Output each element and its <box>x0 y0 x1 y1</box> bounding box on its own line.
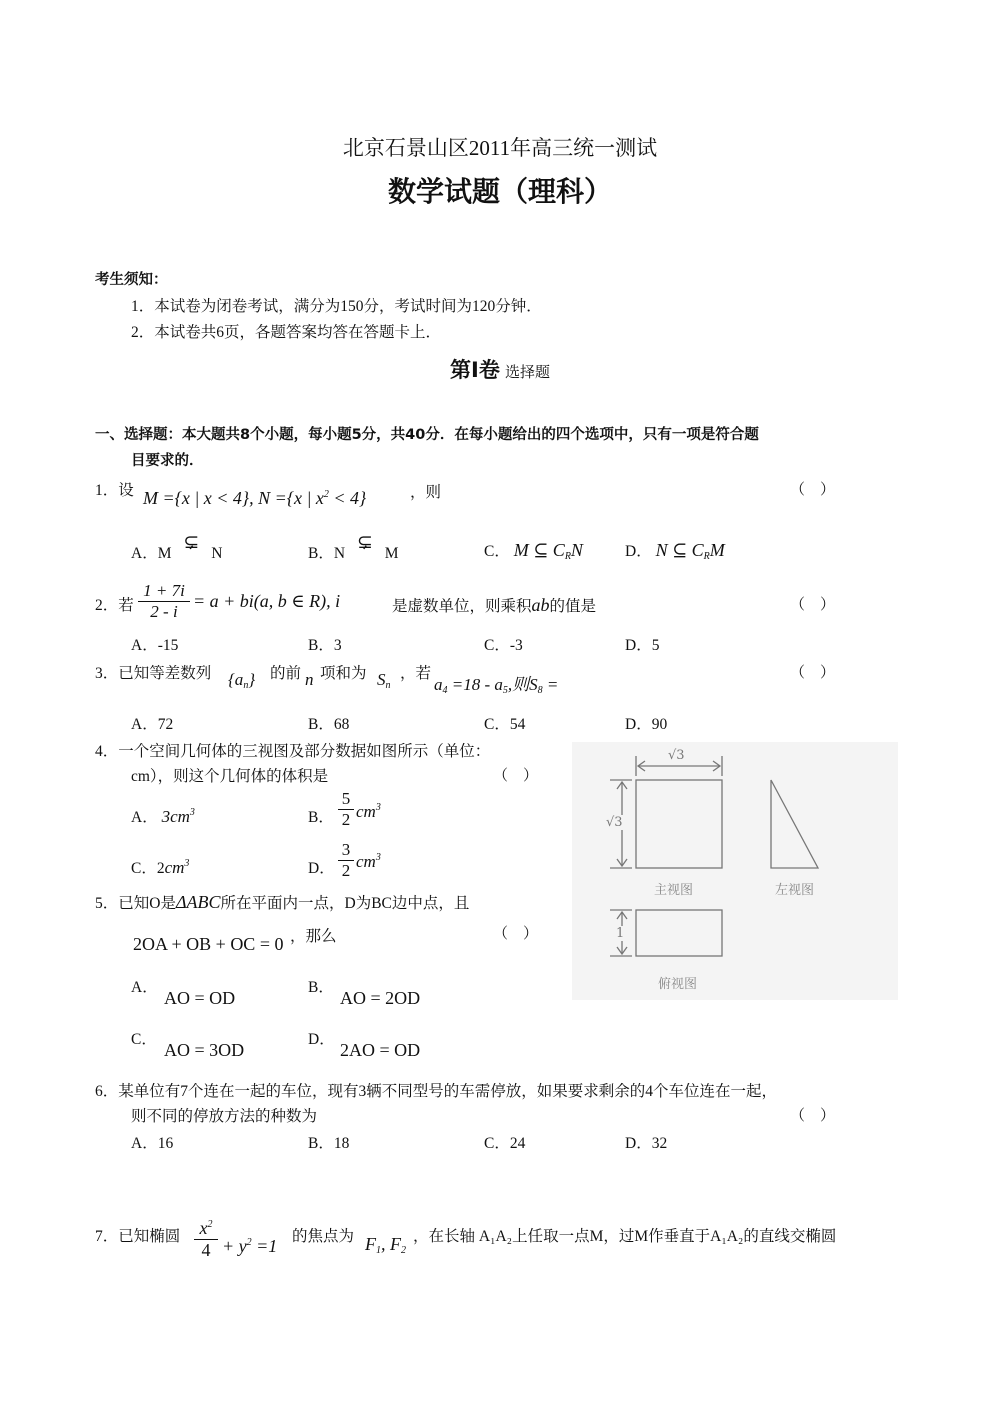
q1-d-sub: R <box>703 551 710 562</box>
top-view-label: 俯视图 <box>658 977 698 992</box>
q1-stem <box>95 478 134 500</box>
q5-vector-equation: 2OA + OB + OC = 0 <box>133 934 284 954</box>
q3-sn <box>377 670 391 691</box>
q6-option-c: C．24 <box>484 1135 526 1152</box>
q1-expr-sup: 2 <box>323 489 329 500</box>
q5-option-b-label: B． <box>308 979 334 996</box>
q7-number: 7．已知椭圆 <box>95 1228 181 1245</box>
q4-c-expr: cm <box>164 858 185 877</box>
notice-item-1: 1．本试卷为闭卷考试，满分为150分，考试时间为120分钟． <box>131 298 542 315</box>
top-view-rect <box>636 910 722 956</box>
front-view-label: 主视图 <box>654 883 694 898</box>
q3-an <box>228 670 255 691</box>
q4-line2: cm），则这个几何体的体积是 <box>131 768 329 785</box>
q5-line1 <box>95 891 469 913</box>
q2-option-c: C．-3 <box>484 637 523 654</box>
q1-expr-main: M ={x | x < 4}, N ={x | x <box>143 488 324 508</box>
q2-ab: ab <box>531 595 550 615</box>
q3-option-b: B．68 <box>308 716 350 733</box>
q1-c-end: N <box>570 540 583 560</box>
q3-option-c: C．54 <box>484 716 526 733</box>
q1-expr-end: < 4} <box>328 488 367 508</box>
q6-line2: 则不同的停放方法的种数为 <box>131 1108 318 1125</box>
q1-option-d <box>625 539 725 562</box>
q5-tail: ，那么 <box>290 928 337 945</box>
q4-a-label: A． <box>131 809 158 826</box>
q3-option-a: A．72 <box>131 716 174 733</box>
top-dimension-label: √3 <box>668 748 685 763</box>
q3-answer-paren: （ ） <box>790 663 836 681</box>
three-view-drawing <box>572 742 898 1000</box>
part-heading <box>0 354 1000 384</box>
q7-mid: 的焦点为 <box>292 1228 355 1245</box>
q2-option-a: A．-15 <box>131 637 179 654</box>
q3-eq: =18 - a <box>447 675 503 694</box>
q2-number: 2．若 <box>95 597 134 614</box>
top-view-dimension-label: 1 <box>616 926 625 941</box>
q5-option-c: AO = 3OD <box>164 1040 245 1060</box>
q7-f1: F <box>365 1234 376 1254</box>
q1-d-expr: N ⊆ C <box>655 540 704 560</box>
q3-mid2: 项和为 <box>320 665 367 682</box>
q4-b-den: 2 <box>341 810 351 829</box>
q4-c-label: C．2 <box>131 860 165 877</box>
q3-a5-sub: 5 <box>502 685 508 696</box>
q3-an-sub: n <box>243 680 249 691</box>
q3-a4-sub: 4 <box>442 685 448 696</box>
q7-frac-num <box>194 1218 218 1239</box>
q7-f1-sub: 1 <box>376 1245 381 1256</box>
q3-n: n <box>305 670 314 689</box>
q3-s8-sub: 8 <box>537 685 543 696</box>
q3-sn-sub: n <box>385 680 391 691</box>
q4-d-den: 2 <box>341 861 351 880</box>
q4-d-unit <box>356 852 381 872</box>
q1-option-c <box>484 539 583 562</box>
q1-expression <box>143 488 366 509</box>
section-heading-line2: 目要求的． <box>131 453 204 469</box>
q4-line1: 4．一个空间几何体的三视图及部分数据如图所示（单位： <box>95 743 491 760</box>
q2-fraction-denominator: 2 - i <box>150 602 178 621</box>
q5-answer-paren: （ ） <box>493 924 539 942</box>
q6-option-a: A．16 <box>131 1135 174 1152</box>
q1-d-label: D． <box>625 543 652 560</box>
q5-option-a: AO = OD <box>164 988 236 1008</box>
q2-fraction-numerator: 1 + 7i <box>143 581 185 600</box>
q3-eq-end: = <box>542 675 559 694</box>
q7-f2-sub: 2 <box>401 1245 406 1256</box>
q3-equation <box>434 670 558 696</box>
q3-then: ,则S <box>507 675 538 694</box>
q1-answer-paren: （ ） <box>790 480 836 498</box>
left-dimension-label: √3 <box>606 815 623 830</box>
q5-line1a: 5．已知O是 <box>95 895 176 912</box>
q6-answer-paren: （ ） <box>790 1106 836 1124</box>
q4-c-sup: 3 <box>184 858 190 869</box>
side-view-triangle <box>771 780 818 868</box>
front-view-rect <box>636 780 722 868</box>
q4-a-expr: 3cm <box>161 807 190 826</box>
q1-b-relation: ⊊ <box>356 532 373 553</box>
q7-foci <box>365 1234 406 1256</box>
q1-option-a <box>131 532 223 564</box>
q7-frac-den: 4 <box>201 1240 211 1260</box>
q5-option-d: 2AO = OD <box>340 1040 421 1060</box>
q1-a-label: A．M <box>131 545 172 562</box>
q1-d-end: M <box>709 540 725 560</box>
q4-d-fraction <box>338 840 354 881</box>
q7-fraction <box>194 1218 218 1261</box>
q3-sn-s: S <box>377 670 386 689</box>
q7-tail: ，在长轴 A₁A₂上任取一点M，过M作垂直于A₁A₂的直线交椭圆 <box>413 1228 837 1245</box>
q1-b-end: M <box>384 545 399 562</box>
q5-option-b: AO = 2OD <box>340 988 421 1008</box>
q1-a-relation: ⊊ <box>183 532 200 553</box>
three-view-figure <box>572 742 898 1000</box>
q1-c-expr: M ⊆ C <box>513 540 565 560</box>
q5-option-d-label: D． <box>308 1031 335 1048</box>
q4-d-sup: 3 <box>375 852 381 863</box>
q3-an-close: } <box>248 670 256 689</box>
q5-triangle: ΔABC <box>175 892 221 912</box>
q7-frac-x: x <box>199 1218 208 1238</box>
q2-option-b: B．3 <box>308 637 342 654</box>
q2-tail: 的值是 <box>549 598 597 615</box>
q2-mid: 是虚数单位，则乘积 <box>392 598 532 615</box>
q1-option-b <box>308 532 399 564</box>
notice-heading: 考生须知： <box>95 272 168 288</box>
q1-tail: ，则 <box>410 484 442 501</box>
q4-option-d-label: D． <box>308 860 335 877</box>
q3-an-open: {a <box>228 670 244 689</box>
q3-number: 3．已知等差数列 <box>95 665 212 682</box>
q4-a-sup: 3 <box>189 807 195 818</box>
q4-d-num: 3 <box>341 840 351 859</box>
q3-option-d: D．90 <box>625 716 668 733</box>
q5-option-c-label: C． <box>131 1031 157 1048</box>
q4-b-num: 5 <box>341 789 351 808</box>
q7-expr-sup: 2 <box>246 1237 252 1248</box>
q4-b-cm: cm <box>356 802 376 821</box>
q7-f2: , F <box>381 1234 401 1254</box>
q7-frac-sup: 2 <box>207 1219 213 1230</box>
q5-line1b: 所在平面内一点，D为BC边中点，且 <box>220 895 470 912</box>
q7-expression <box>222 1236 277 1257</box>
q3-a4: a <box>434 675 443 694</box>
q1-c-sub: R <box>564 551 571 562</box>
q4-b-fraction <box>338 789 354 830</box>
notice-item-2: 2．本试卷共6页，各题答案均答在答题卡上． <box>131 324 442 341</box>
q2-fraction <box>138 581 190 622</box>
q4-d-cm: cm <box>356 852 376 871</box>
q5-option-a-label: A． <box>131 979 158 996</box>
q6-option-b: B．18 <box>308 1135 350 1152</box>
q2-expression: = a + bi(a, b ∈ R), i <box>193 591 341 611</box>
q2-option-d: D．5 <box>625 637 660 654</box>
q1-number: 1．设 <box>95 482 134 499</box>
q2-stem-text <box>392 594 596 616</box>
q2-answer-paren: （ ） <box>790 595 836 613</box>
q3-mid1: 的前 <box>270 665 302 682</box>
q3-mid3: ，若 <box>400 665 432 682</box>
q4-option-a <box>131 805 195 827</box>
q7-expr-end: =1 <box>251 1236 278 1256</box>
q1-a-end: N <box>211 545 223 562</box>
q6-option-d: D．32 <box>625 1135 668 1152</box>
q4-option-c <box>131 856 189 878</box>
q4-answer-paren: （ ） <box>493 766 539 784</box>
q4-option-b-label: B． <box>308 809 334 826</box>
part-subtitle: 选择题 <box>504 365 550 381</box>
side-view-label: 左视图 <box>775 883 815 898</box>
exam-subtitle: 北京石景山区2011年高三统一测试 <box>342 136 658 160</box>
q4-b-sup: 3 <box>375 802 381 813</box>
q1-c-label: C． <box>484 543 510 560</box>
q4-b-unit <box>356 802 381 822</box>
exam-title: 数学试题（理科） <box>387 175 612 208</box>
q6-line1: 6．某单位有7个连在一起的车位，现有3辆不同型号的车需停放，如果要求剩余的4个车位连在一起， <box>95 1083 778 1100</box>
section-heading-line1: 一、选择题：本大题共8个小题，每小题5分，共40分．在每小题给出的四个选项中，只有一项是符合题 <box>95 427 759 443</box>
q7-expr: + y <box>222 1236 247 1256</box>
q1-b-label: B．N <box>308 545 346 562</box>
part-title: 第Ⅰ卷 <box>450 358 500 382</box>
